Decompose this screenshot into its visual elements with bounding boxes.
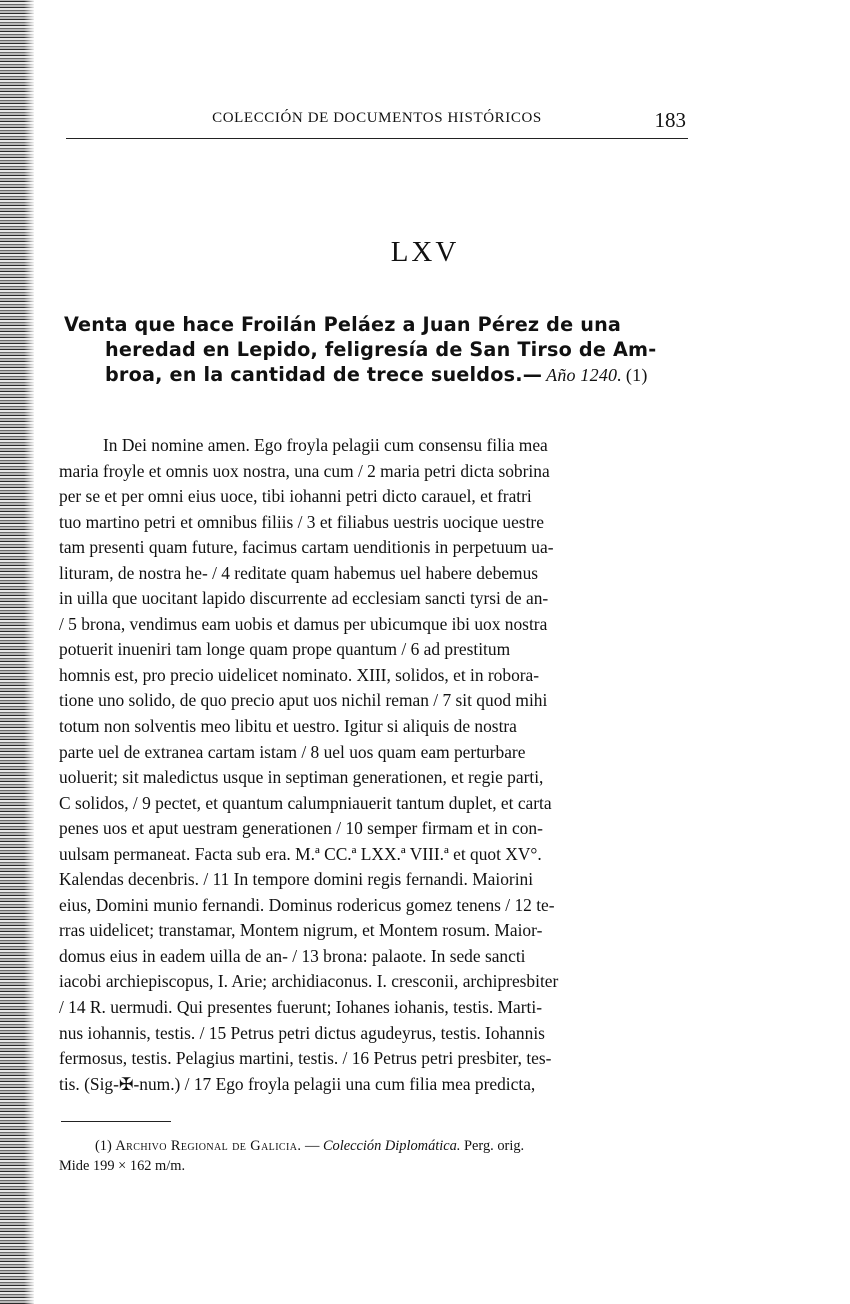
title-line-text: broa, en la cantidad de trece sueldos.— <box>105 363 543 386</box>
body-line: nus iohannis, testis. / 15 Petrus petri dictus agudeyrus, testis. Iohannis <box>59 1022 545 1043</box>
body-line: in uilla que uocitant lapido discurrente ad ecclesiam sancti tyrsi de an- <box>59 588 549 609</box>
document-title <box>64 312 704 388</box>
body-line: maria froyle et omnis uox nostra, una cum / 2 maria petri dicta sobrina <box>59 460 550 481</box>
title-date: Año 1240. <box>546 365 622 385</box>
body-line: Kalendas decenbris. / 11 In tempore domini regis fernandi. Maiorini <box>59 869 534 890</box>
running-header <box>66 104 688 139</box>
footnote-reference: (1) <box>625 365 648 385</box>
title-line-text: heredad en Lepido, feligresía de San Tirso de Am- <box>105 338 657 361</box>
body-line: per se et per omni eius uoce, tibi iohanni petri dicto carauel, et fratri <box>59 486 532 507</box>
body-line: iacobi archiepiscopus, I. Arie; archidiaconus. I. cresconii, archipresbiter <box>59 971 559 992</box>
body-line: tione uno solido, de quo precio aput uos nichil reman / 7 sit quod mihi <box>59 690 548 711</box>
body-line: In Dei nomine amen. Ego froyla pelagii cum consensu filia mea <box>103 435 548 455</box>
body-line: domus eius in eadem uilla de an- / 13 brona: palaote. In sede sancti <box>59 945 526 966</box>
document-number: LXV <box>390 236 460 268</box>
body-line: uulsam permaneat. Facta sub era. M.ª CC.ª LXX.ª VIII.ª et quot XV°. <box>59 843 542 864</box>
book-binding-edge <box>0 0 34 1304</box>
body-line: lituram, de nostra he- / 4 reditate quam habemus uel habere debemus <box>59 562 539 583</box>
body-line: tam presenti quam future, facimus cartam uenditionis in perpetuum ua- <box>59 537 554 558</box>
body-line: rras uidelicet; transtamar, Montem nigrum, et Montem rosum. Maior- <box>59 920 543 941</box>
body-line: / 5 brona, vendimus eam uobis et damus per ubicumque ibi uox nostra <box>59 613 548 634</box>
footnote-line <box>59 1136 699 1156</box>
footnote-dash: — <box>301 1138 323 1154</box>
body-line: eius, Domini munio fernandi. Dominus rodericus gomez tenens / 12 te- <box>59 894 555 915</box>
body-line: / 14 R. uermudi. Qui presentes fuerunt; Iohanes iohanis, testis. Marti- <box>59 997 542 1018</box>
body-line: penes uos et aput uestram generationen / 10 semper firmam et in con- <box>59 818 543 839</box>
footnote <box>59 1136 699 1176</box>
body-line: totum non solventis meo libitu et uestro. Igitur si aliquis de nostra <box>59 716 517 737</box>
body-line: potuerit inueniri tam longe quam prope quantum / 6 ad prestitum <box>59 639 511 660</box>
footnote-collection: Colección Diplomática. <box>322 1138 461 1154</box>
page-number: 183 <box>654 108 686 132</box>
body-line: tis. (Sig-✠-num.) / 17 Ego froyla pelagii una cum filia mea predicta, <box>59 1073 536 1094</box>
body-line: fermosus, testis. Pelagius martini, testis. / 16 Petrus petri presbiter, tes- <box>59 1048 552 1069</box>
footnote-separator <box>61 1121 171 1122</box>
title-line <box>64 337 704 362</box>
running-title: COLECCIÓN DE DOCUMENTOS HISTÓRICOS <box>212 110 542 126</box>
title-line: Venta que hace Froilán Peláez a Juan Pérez de una <box>64 313 622 336</box>
title-line <box>64 362 704 388</box>
body-line: C solidos, / 9 pectet, et quantum calumpniauerit tantum duplet, et carta <box>59 792 552 813</box>
document-body <box>59 433 699 1097</box>
footnote-details: Perg. orig. <box>460 1138 525 1154</box>
footnote-line: Mide 199 × 162 m/m. <box>59 1158 186 1174</box>
body-line: homnis est, pro precio uidelicet nominato. XIII, solidos, et in robora- <box>59 664 540 685</box>
body-line: tuo martino petri et omnibus filiis / 3 et filiabus uestris uocique uestre <box>59 511 544 532</box>
footnote-marker: (1) <box>95 1138 112 1154</box>
body-line: uoluerit; sit maledictus usque in septiman generationen, et regie parti, <box>59 767 544 788</box>
body-line: parte uel de extranea cartam istam / 8 uel uos quam eam perturbare <box>59 741 526 762</box>
footnote-archive: Archivo Regional de Galicia. <box>115 1138 302 1154</box>
